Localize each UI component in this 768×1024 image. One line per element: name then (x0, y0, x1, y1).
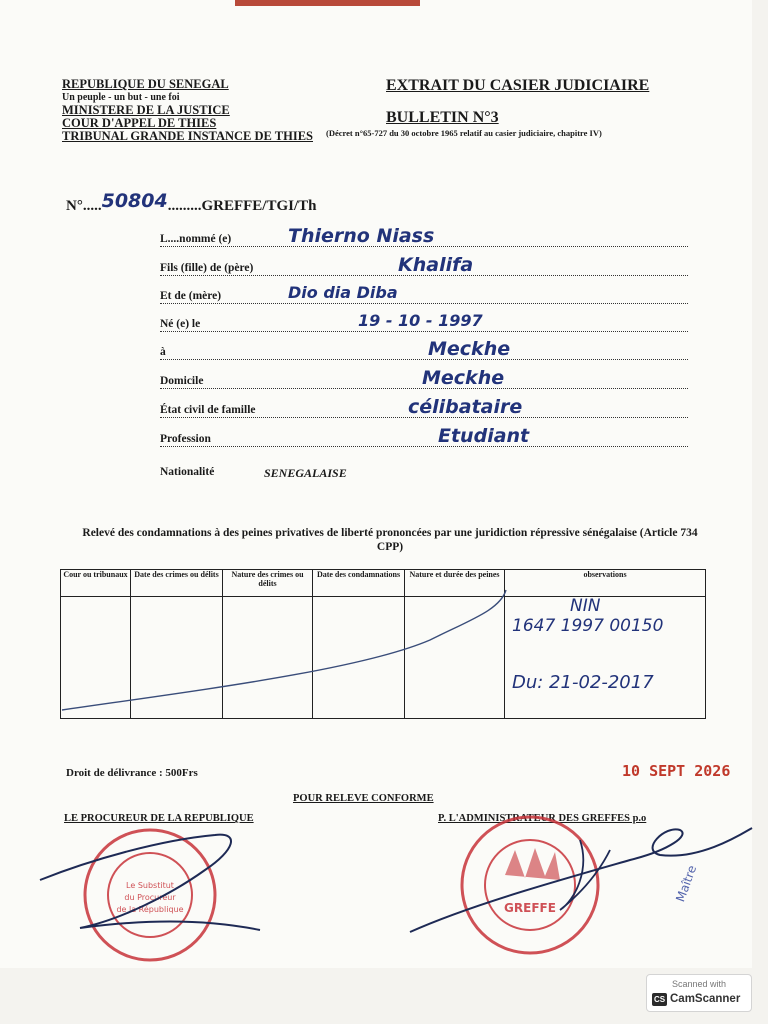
camscanner-logo-icon: CS (653, 995, 666, 1004)
ministere-label: MINISTERE DE LA JUSTICE (62, 103, 230, 117)
numero-line: N°.....50804.........GREFFE/TGI/Th (66, 190, 317, 214)
devise-label: Un peuple - un but - une foi (62, 92, 180, 103)
field-fils-de-value: Khalifa (398, 254, 474, 276)
field-ne-le-label: Né (e) le (160, 318, 201, 330)
republique-label: REPUBLIQUE DU SENEGAL (62, 77, 229, 91)
svg-text:GREFFE: GREFFE (504, 901, 556, 915)
observation-nin-label: NIN (570, 596, 601, 616)
cour-label: COUR D'APPEL DE THIES (62, 116, 217, 130)
table-header-cell: observations (505, 570, 706, 597)
field-etat-civil-value: célibataire (408, 396, 523, 418)
administrateur-title: P. L'ADMINISTRATEUR DES GREFFES p.o (438, 813, 647, 824)
field-fils-de-label: Fils (fille) de (père) (160, 262, 254, 274)
field-etat-civil-label: État civil de famille (160, 404, 256, 416)
observation-nin-value: 1647 1997 00150 (512, 616, 664, 636)
camscanner-line1: Scanned with (671, 979, 727, 989)
observation-date: Du: 21-02-2017 (512, 672, 654, 693)
procureur-title: LE PROCUREUR DE LA REPUBLIQUE (64, 813, 254, 824)
field-nationalite-value: SENEGALAISE (264, 466, 347, 480)
table-header-cell: Date des condamnations (313, 570, 405, 597)
field-domicile-label: Domicile (160, 375, 204, 387)
table-cancel-stroke (62, 590, 506, 710)
field-nationalite-label: Nationalité (160, 466, 215, 478)
decret-reference: (Décret n°65-727 du 30 octobre 1965 relatif au casier judiciaire, chapitre IV) (326, 128, 602, 138)
svg-text:Maître: Maître (673, 863, 700, 904)
field-ne-le-value: 19 - 10 - 1997 (358, 311, 483, 330)
field-a-value: Meckhe (428, 338, 511, 360)
field-nomme-label: L....nommé (e) (160, 233, 232, 245)
camscanner-brand: CamScanner (670, 993, 741, 1005)
maitre-side-stamp (673, 863, 699, 903)
field-a-label: à (160, 346, 166, 358)
svg-text:de la République: de la République (116, 905, 184, 914)
table-header-cell: Date des crimes ou délits (131, 570, 223, 597)
table-header-cell: Nature des crimes ou délits (223, 570, 313, 597)
svg-text:Le Substitut: Le Substitut (126, 881, 174, 890)
svg-text:du Procureur: du Procureur (124, 893, 176, 902)
field-domicile-value: Meckhe (422, 367, 505, 389)
field-profession-label: Profession (160, 433, 211, 445)
date-stamp: 10 SEPT 2026 (622, 762, 731, 780)
bulletin-number: BULLETIN N°3 (386, 109, 499, 126)
camscanner-badge (646, 974, 752, 1012)
numero-prefix: N° (66, 198, 83, 214)
releve-heading: Relevé des condamnations à des peines privatives de liberté prononcées par une juridiction répressive sénégalaise (Article 734 CPP) (82, 527, 698, 553)
field-nomme-value: Thierno Niass (288, 225, 435, 247)
field-et-de-label: Et de (mère) (160, 290, 222, 302)
pour-releve-conforme: POUR RELEVE CONFORME (293, 793, 434, 804)
table-header-cell: Nature et durée des peines (405, 570, 505, 597)
droit-delivrance: Droit de délivrance : 500Frs (66, 767, 198, 779)
table-header-cell: Cour ou tribunaux (61, 570, 131, 597)
numero-suffix: GREFFE/TGI/Th (201, 198, 317, 214)
field-profession-value: Etudiant (438, 425, 530, 447)
numero-value: 50804 (101, 190, 168, 212)
left-official-stamp (85, 830, 215, 960)
field-et-de-value: Dio dia Diba (288, 283, 398, 302)
tribunal-label: TRIBUNAL GRANDE INSTANCE DE THIES (62, 129, 313, 143)
document-title: EXTRAIT DU CASIER JUDICIAIRE (386, 77, 650, 94)
